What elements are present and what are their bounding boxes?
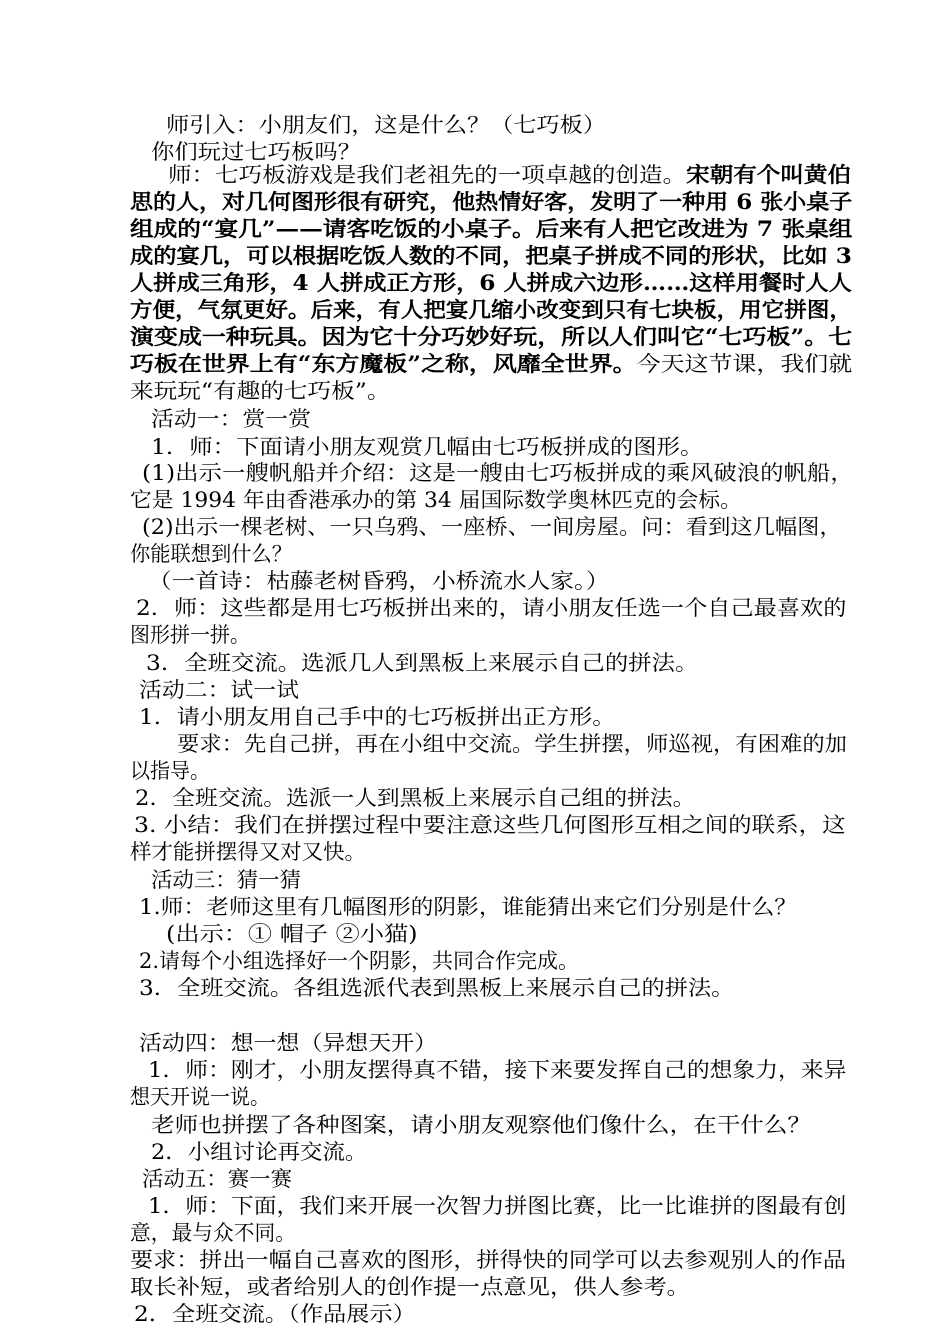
section-heading: 活动二：试一试: [139, 678, 299, 702]
bold-text: 巧板在世界上有“东方魔板”之称，风靡全世界。: [130, 351, 637, 376]
text-line: 1.师：老师这里有几幅图形的阴影，谁能猜出来它们分别是什么？: [139, 895, 798, 919]
text-line: (出示：① 帽子 ②小猫): [166, 922, 418, 946]
section-heading: 活动五：赛一赛: [142, 1167, 292, 1191]
text-line: （一首诗：枯藤老树昏鸦，小桥流水人家。）: [148, 569, 610, 593]
text-line: (1)出示一艘帆船并介绍：这是一艘由七巧板拼成的乘风破浪的帆船，: [142, 461, 854, 485]
text-line: (2)出示一棵老树、一只乌鸦、一座桥、一间房屋。问：看到这几幅图，: [142, 515, 842, 539]
text-line: 人拼成三角形，4 人拼成正方形，6 人拼成六边形……这样用餐时人人: [130, 270, 852, 295]
text-line: 演变成一种玩具。因为它十分巧妙好玩，所以人们叫它“七巧板”。七: [130, 324, 853, 349]
text-line: 取长补短，或者给别人的创作提一点意见，供人参考。: [130, 1275, 690, 1299]
section-heading: 活动一：赏一赏: [151, 407, 311, 431]
text-line: 方便，气氛更好。后来，有人把宴几缩小改变到只有七块板，用它拼图，: [130, 297, 852, 322]
text-line: 以指导。: [130, 759, 210, 783]
text-line: 它是 1994 年由香港承办的第 34 届国际数学奥林匹克的会标。: [130, 488, 742, 512]
text-line: 2．全班交流。（作品展示）: [134, 1302, 416, 1326]
text-line: 来玩玩“有趣的七巧板”。: [130, 379, 391, 403]
text-line: 1．请小朋友用自己手中的七巧板拼出正方形。: [139, 705, 616, 729]
text-line: 要求：拼出一幅自己喜欢的图形，拼得快的同学可以去参观别人的作品: [130, 1248, 846, 1272]
text-line: [168, 162, 851, 188]
text-line: 你们玩过七巧板吗？: [151, 140, 361, 164]
text-line: 样才能拼摆得又对又快。: [130, 840, 366, 864]
text-line: 思的人，对几何图形很有研究，他热情好客，发明了一种用 6 张小桌子: [130, 189, 853, 214]
text-line: 3．全班交流。选派几人到黑板上来展示自己的拼法。: [146, 651, 699, 675]
text-line: 你能联想到什么？: [130, 542, 292, 566]
text-line: 老师也拼摆了各种图案，请小朋友观察他们像什么，在干什么？: [151, 1113, 811, 1137]
text-line: 2．师：这些都是用七巧板拼出来的，请小朋友任选一个自己最喜欢的: [136, 596, 847, 620]
text-line: 3. 小结：我们在拼摆过程中要注意这些几何图形互相之间的联系，这: [134, 813, 846, 837]
text-line: 2．全班交流。选派一人到黑板上来展示自己组的拼法。: [135, 786, 696, 810]
text-line: [130, 351, 852, 377]
text-line: 1．师：刚才，小朋友摆得真不错，接下来要发挥自己的想象力，来异: [148, 1058, 847, 1082]
text-line: 师引入：小朋友们，这是什么？（七巧板）: [166, 113, 606, 137]
text-line: 组成的“宴几”——请客吃饭的小桌子。后来有人把它改进为 7 张桌组: [130, 216, 853, 241]
text-line: 3．全班交流。各组选派代表到黑板上来展示自己的拼法。: [139, 976, 735, 1000]
text-line: 想天开说一说。: [130, 1085, 270, 1109]
text-line: 成的宴几，可以根据吃饭人数的不同，把桌子拼成不同的形状，比如 3: [130, 243, 852, 268]
text-line: 1．师：下面请小朋友观赏几幅由七巧板拼成的图形。: [151, 435, 704, 459]
text-line: 1．师：下面，我们来开展一次智力拼图比赛，比一比谁拼的图最有创: [148, 1194, 847, 1218]
text-line: 意，最与众不同。: [130, 1221, 296, 1245]
section-heading: 活动三：猜一猜: [151, 868, 301, 892]
plain-text: 今天这节课，我们就: [636, 352, 853, 376]
text-line: 要求：先自己拼，再在小组中交流。学生拼摆，师巡视，有困难的加: [177, 732, 847, 756]
plain-text: 师：七巧板游戏是我们老祖先的一项卓越的创造。: [168, 163, 687, 187]
text-line: 图形拼一拼。: [130, 623, 250, 647]
text-line: 2．小组讨论再交流。: [151, 1140, 368, 1164]
section-heading: 活动四：想一想（异想天开）: [139, 1031, 437, 1055]
text-line: 2.请每个小组选择好一个阴影，共同合作完成。: [139, 949, 580, 973]
bold-text: 宋朝有个叫黄伯: [686, 162, 851, 187]
